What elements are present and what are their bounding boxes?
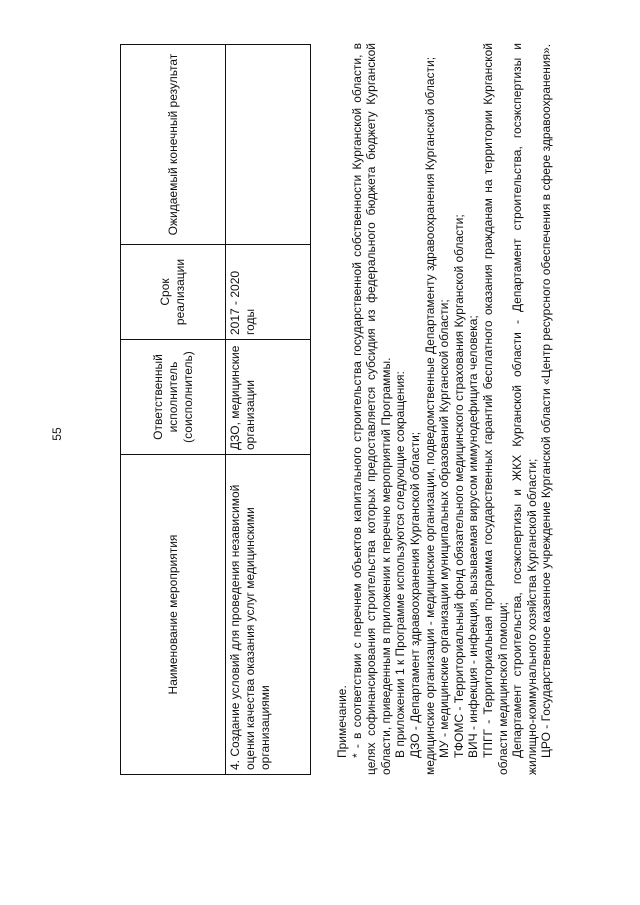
note-abbrev-med-org: медицинские организации - медицинские организации, подведомственные Департаменту здравоохранения Курганской области;: [422, 56, 437, 775]
header-executor: Ответственный исполнитель (соисполнитель): [121, 340, 226, 455]
note-abbrev-dept-construction: Департамент строительства, госэкспертизы и ЖКХ Курганской области - Департамент строительства, госэкспертизы и жилищно-коммунального хозяйства Курганской области;: [510, 43, 539, 775]
notes-title: Примечание.: [335, 685, 349, 758]
cell-executor: ДЗО, медицинские организации: [226, 340, 311, 455]
header-term: Срок реализации: [121, 245, 226, 340]
cell-result: [226, 45, 311, 245]
table-header-row: [121, 45, 226, 775]
note-abbrev-dzo: ДЗО - Департамент здравоохранения Курганской области;: [407, 431, 422, 758]
cell-measure-name: 4. Создание условий для проведения независимой оценки качества оказания услуг медицинскими организациями: [226, 455, 311, 775]
note-abbrev-tfoms: ТФОМС - Территориальный фонд обязательного медицинского страхования Курганской области;: [451, 214, 466, 758]
cell-term: 2017 - 2020 годы: [226, 245, 311, 340]
note-abbrev-intro: В приложении 1 к Программе используются следующие сокращения:: [393, 371, 408, 758]
table-row: [226, 45, 311, 775]
note-abbrev-tsro: ЦРО - Государственное казенное учреждение Курганской области «Центр ресурсного обеспечения в сфере здравоохранения».: [539, 43, 554, 758]
note-footnote: * - в соответствии с перечнем объектов капитального строительства государственной собственности Курганской области, в целях софинансирования строительства которых предоставляется субсидия из федерального бюджета бюджету Курганской области, приведенным в приложении к перечню мероприятий Программы.: [349, 43, 393, 775]
note-abbrev-tpgg: ТПГГ - Территориальная программа государственных гарантий бесплатного оказания гражданам на территории Курганской области медицинской помощи;: [480, 43, 510, 775]
header-measure-name: Наименование мероприятия: [121, 455, 226, 775]
note-abbrev-mu: МУ - медицинские организации муниципальных образований Курганской области;: [437, 299, 452, 758]
note-abbrev-hiv: ВИЧ - инфекция - инфекция, вызываемая вирусом иммунодефицита человека;: [466, 315, 481, 758]
notes-section: [335, 43, 554, 775]
measures-table: [120, 44, 311, 775]
page-number: 55: [50, 427, 64, 441]
rotated-page-content: [40, 45, 560, 825]
header-result: Ожидаемый конечный результат: [121, 45, 226, 245]
